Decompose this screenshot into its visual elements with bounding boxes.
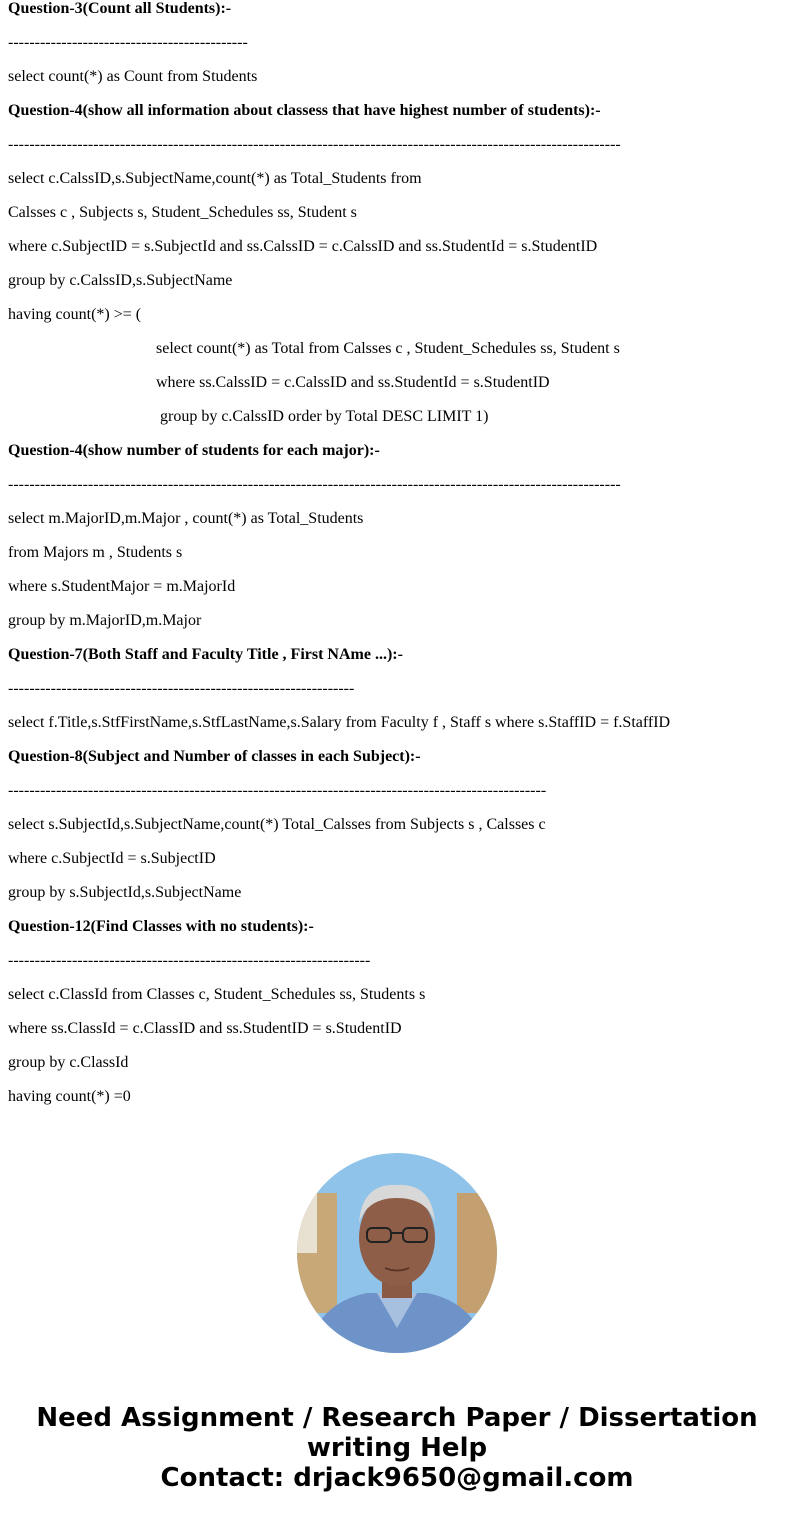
question-heading: Question-4(show number of students for each major):- bbox=[8, 442, 380, 459]
dashed-divider: -------------------------------------------------------------------- bbox=[8, 952, 371, 969]
sql-line: select c.CalssID,s.SubjectName,count(*) as Total_Students from bbox=[8, 170, 422, 187]
document-body bbox=[8, 0, 788, 1114]
sql-line: group by c.CalssID,s.SubjectName bbox=[8, 272, 233, 289]
footer-line-2: writing Help bbox=[306, 1433, 488, 1463]
sql-line: from Majors m , Students s bbox=[8, 544, 183, 561]
sql-line: Calsses c , Subjects s, Student_Schedules ss, Student s bbox=[8, 204, 357, 221]
sql-line: where c.SubjectID = s.SubjectId and ss.CalssID = c.CalssID and ss.StudentId = s.StudentID bbox=[8, 238, 598, 255]
question-heading: Question-12(Find Classes with no students):- bbox=[8, 918, 314, 935]
question-heading: Question-4(show all information about classess that have highest number of students):- bbox=[8, 102, 601, 119]
sql-line: group by c.CalssID order by Total DESC LIMIT 1) bbox=[156, 408, 489, 425]
dashed-divider: ------------------------------------------------------------------------------------------------------------------- bbox=[8, 476, 621, 493]
question-heading: Question-8(Subject and Number of classes in each Subject):- bbox=[8, 748, 421, 765]
footer-line-1: Need Assignment / Research Paper / Dissertation bbox=[36, 1403, 758, 1433]
sql-line: where c.SubjectId = s.SubjectID bbox=[8, 850, 216, 867]
sql-line: select count(*) as Count from Students bbox=[8, 68, 258, 85]
dashed-divider: ----------------------------------------------------------------- bbox=[8, 680, 355, 697]
sql-line: group by s.SubjectId,s.SubjectName bbox=[8, 884, 242, 901]
dashed-divider: --------------------------------------------- bbox=[8, 34, 248, 51]
sql-line: having count(*) >= ( bbox=[8, 306, 142, 323]
question-heading: Question-3(Count all Students):- bbox=[8, 0, 232, 17]
sql-line: group by m.MajorID,m.Major bbox=[8, 612, 202, 629]
author-photo bbox=[297, 1153, 497, 1353]
dashed-divider: ----------------------------------------------------------------------------------------------------- bbox=[8, 782, 547, 799]
sql-line: having count(*) =0 bbox=[8, 1088, 131, 1105]
footer-contact: Contact: drjack9650@gmail.com bbox=[160, 1463, 634, 1493]
sql-line: where s.StudentMajor = m.MajorId bbox=[8, 578, 236, 595]
dashed-divider: ------------------------------------------------------------------------------------------------------------------- bbox=[8, 136, 621, 153]
sql-line: select f.Title,s.StfFirstName,s.StfLastName,s.Salary from Faculty f , Staff s where s.StaffID = f.StaffID bbox=[8, 714, 671, 731]
question-heading: Question-7(Both Staff and Faculty Title , First NAme ...):- bbox=[8, 646, 403, 663]
sql-line: select count(*) as Total from Calsses c , Student_Schedules ss, Student s bbox=[156, 340, 620, 357]
sql-line: select c.ClassId from Classes c, Student_Schedules ss, Students s bbox=[8, 986, 426, 1003]
sql-line: select s.SubjectId,s.SubjectName,count(*) Total_Calsses from Subjects s , Calsses c bbox=[8, 816, 546, 833]
sql-line: select m.MajorID,m.Major , count(*) as Total_Students bbox=[8, 510, 364, 527]
sql-line: where ss.CalssID = c.CalssID and ss.StudentId = s.StudentID bbox=[156, 374, 550, 391]
footer-promo bbox=[0, 1403, 794, 1493]
sql-line: where ss.ClassId = c.ClassID and ss.StudentID = s.StudentID bbox=[8, 1020, 402, 1037]
sql-line: group by c.ClassId bbox=[8, 1054, 129, 1071]
